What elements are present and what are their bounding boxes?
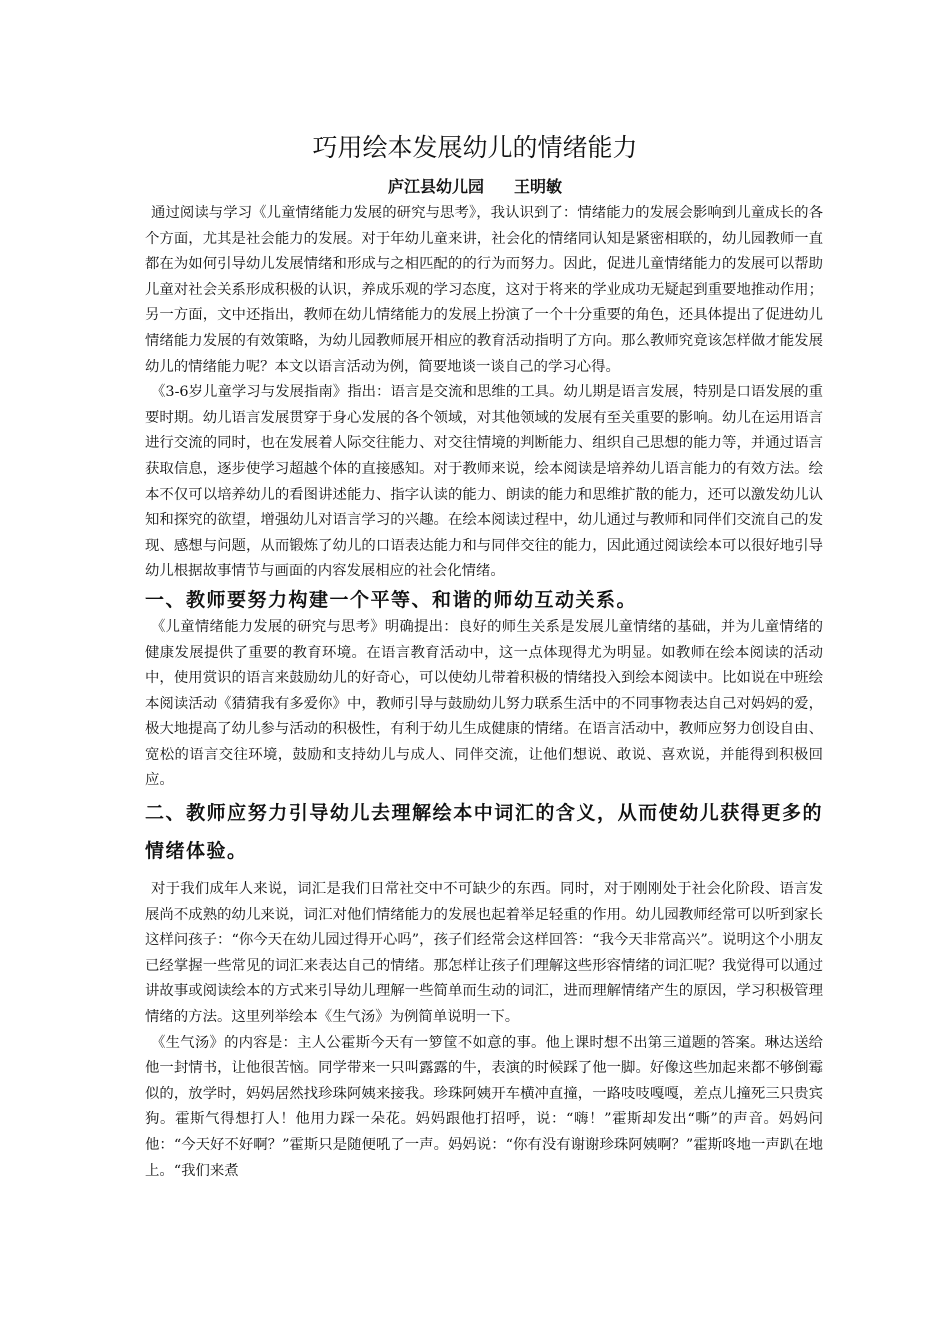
section-heading-2: 二、教师应努力引导幼儿去理解绘本中词汇的含义，从而使幼儿获得更多的情绪体验。 bbox=[145, 802, 823, 863]
author-organization: 庐江县幼儿园 bbox=[387, 177, 484, 196]
document-title: 巧用绘本发展幼儿的情绪能力 bbox=[312, 133, 638, 162]
paragraph-section-1: 《儿童情绪能力发展的研究与思考》明确提出：良好的师生关系是发展儿童情绪的基础，并为儿童情绪的健康发展提供了重要的教育环境。在语言教育活动中，这一点体现得尤为明显。如教师在绘本阅读的活动中，使用赏识的语言来鼓励幼儿的好奇心，可以使幼儿带着积极的情绪投入到绘本阅读中。比如说在中班绘本阅读活动《猜猜我有多爱你》中，教师引导与鼓励幼儿努力联系生活中的不同事物表达自己对妈妈的爱，极大地提高了幼儿参与活动的积极性，有利于幼儿生成健康的情绪。在语言活动中，教师应努力创设自由、宽松的语言交往环境，鼓励和支持幼儿与成人、同伴交流，让他们想说、敢说、喜欢说，并能得到积极回应。 bbox=[145, 618, 823, 789]
paragraph-intro: 通过阅读与学习《儿童情绪能力发展的研究与思考》，我认识到了：情绪能力的发展会影响到儿童成长的各个方面，尤其是社会能力的发展。对于年幼儿童来讲，社会化的情绪同认知是紧密相联的，幼儿园教师一直都在为如何引导幼儿发展情绪和形成与之相匹配的的行为而努力。因此，促进儿童情绪能力的发展可以帮助儿童对社会关系形成积极的认识，养成乐观的学习态度，这对于将来的学业成功无疑起到重要地推动作用；另一方面，文中还指出，教师在幼儿情绪能力的发展上扮演了一个十分重要的角色，还具体提出了促进幼儿情绪能力发展的有效策略，为幼儿园教师展开相应的教育活动指明了方向。那么教师究竟该怎样做才能发展幼儿的情绪能力呢？本文以语言活动为例，简要地谈一谈自己的学习心得。 bbox=[145, 205, 823, 375]
paragraph-guide: 《3-6岁儿童学习与发展指南》指出：语言是交流和思维的工具。幼儿期是语言发展，特别是口语发展的重要时期。幼儿语言发展贯穿于身心发展的各个领域，对其他领域的发展有至关重要的影响。幼儿在运用语言进行交流的同时，也在发展着人际交往能力、对交往情境的判断能力、组织自己思想的能力等，并通过语言获取信息，逐步使学习超越个体的直接感知。对于教师来说，绘本阅读是培养幼儿语言能力的有效方法。绘本不仅可以培养幼儿的看图讲述能力、指字认读的能力、朗读的能力和思维扩散的能力，还可以激发幼儿认知和探究的欲望，增强幼儿对语言学习的兴趣。在绘本阅读过程中，幼儿通过与教师和同伴们交流自己的发现、感想与问题，从而锻炼了幼儿的口语表达能力和与同伴交往的能力，因此通过阅读绘本可以很好地引导幼儿根据故事情节与画面的内容发展相应的社会化情绪。 bbox=[145, 384, 823, 580]
section-heading-1: 一、教师要努力构建一个平等、和谐的师幼互动关系。 bbox=[145, 588, 638, 611]
author-name: 王明敏 bbox=[514, 177, 563, 196]
author-byline bbox=[0, 174, 950, 200]
spacer bbox=[145, 870, 823, 877]
paragraph-vocabulary: 对于我们成年人来说，词汇是我们日常社交中不可缺少的东西。同时，对于刚刚处于社会化阶段、语言发展尚不成熟的幼儿来说，词汇对他们情绪能力的发展也起着举足轻重的作用。幼儿园教师经常可以听到家长这样问孩子：“你今天在幼儿园过得开心吗”，孩子们经常会这样回答：“我今天非常高兴”。说明这个小朋友已经掌握一些常见的词汇来表达自己的情绪。那怎样让孩子们理解这些形容情绪的词汇呢？我觉得可以通过讲故事或阅读绘本的方式来引导幼儿理解一些简单而生动的词汇，进而理解情绪产生的原因，学习积极管理情绪的方法。这里列举绘本《生气汤》为例简单说明一下。 bbox=[145, 881, 823, 1026]
paragraph-story: 《生气汤》的内容是：主人公霍斯今天有一箩筐不如意的事。他上课时想不出第三道题的答案。琳达送给他一封情书，让他很苦恼。同学带来一只叫露露的牛，表演的时候踩了他一脚。好像这些加起来都不够倒霉似的，放学时，妈妈居然找珍珠阿姨来接我。珍珠阿姨开车横冲直撞，一路吱吱嘎嘎，差点儿撞死三只贵宾狗。霍斯气得想打人！他用力踩一朵花。妈妈跟他打招呼，说：“嗨！”霍斯却发出“嘶”的声音。妈妈问他：“今天好不好啊？”霍斯只是随便吼了一声。妈妈说：“你有没有谢谢珍珠阿姨啊？”霍斯咚地一声趴在地上。“我们来煮 bbox=[145, 1034, 823, 1179]
document-body bbox=[145, 201, 823, 1184]
